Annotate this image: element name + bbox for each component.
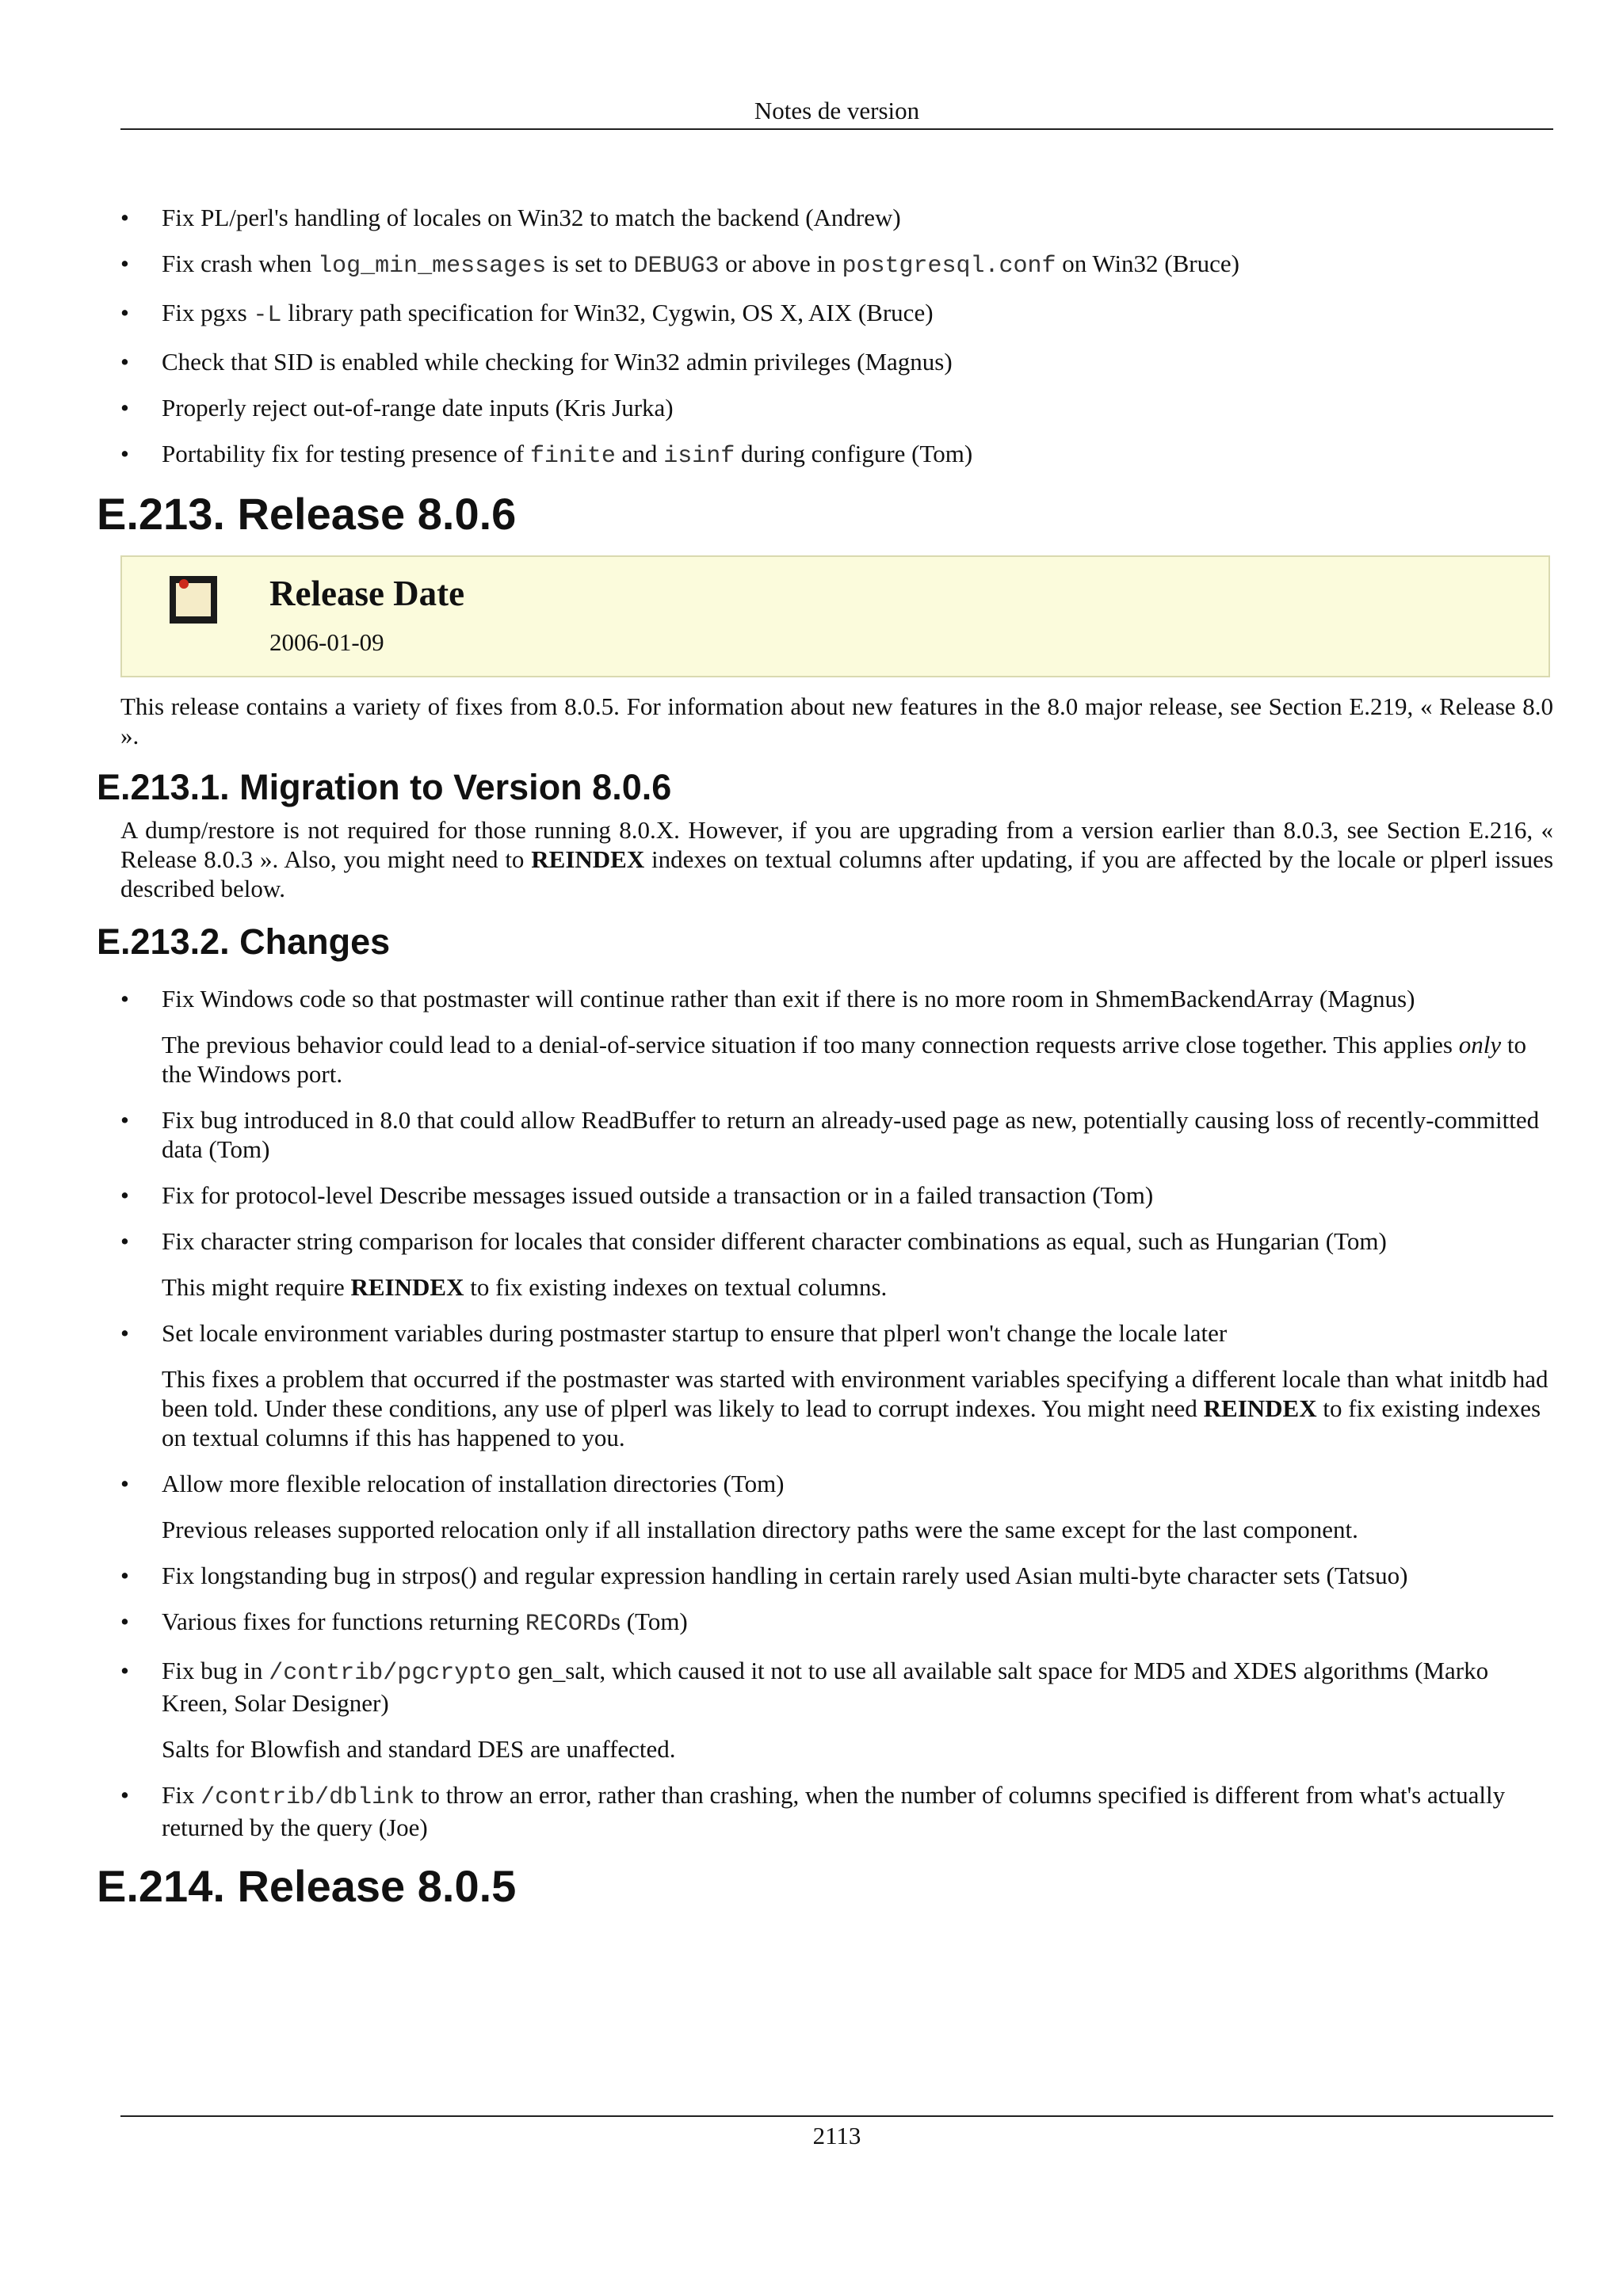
release-date: 2006-01-09 [269,628,384,656]
text-run: Fix bug in [162,1657,269,1684]
note-pin-shape [179,579,189,589]
page-number: 2113 [812,2122,861,2149]
text-run: Fix PL/perl's handling of locales on Win32 to match the backend (Andrew) [162,204,901,231]
change-item [120,1318,1553,1452]
change-item [120,1561,1553,1590]
change-item [120,1226,1553,1302]
inline-code: -L [253,302,282,329]
list-item [120,203,1553,232]
text-run: Fix for protocol-level Describe messages issued outside a transaction or in a failed transaction (Tom) [162,1181,1154,1209]
bold-keyword: REINDEX [350,1273,464,1301]
list-item [120,347,1553,376]
text-run: Fix Windows code so that postmaster will continue rather than exit if there is no more room in ShmemBackendArray (Magnus) [162,985,1415,1013]
text-run: Set locale environment variables during postmaster startup to ensure that plperl won't change the locale later [162,1319,1228,1347]
text-run: to the Windows port. [162,1031,1526,1088]
text-run: during configure (Tom) [735,440,973,467]
inline-code: /contrib/dblink [200,1784,415,1811]
text-run: Check that SID is enabled while checking for Win32 admin privileges (Magnus) [162,348,953,376]
text-run: Fix bug introduced in 8.0 that could allow ReadBuffer to return an already-used page as new, potentially causing loss of recently-committed data (Tom) [162,1106,1540,1163]
change-note [162,1364,1553,1452]
intro-bullet-list [120,203,1553,471]
note-icon [170,576,217,624]
text-run: Fix character string comparison for locales that consider different character combinations as equal, such as Hungarian (Tom) [162,1227,1387,1255]
change-item [120,1656,1553,1764]
inline-code: isinf [663,443,735,470]
text-run: This might require [162,1273,351,1301]
text-run: This fixes a problem that occurred if the postmaster was started with environment variables specifying a different locale than what initdb had been told. Under these conditions, any use of plperl was likely to lead to corrupt indexes. You might need [162,1365,1549,1422]
inline-code: log_min_messages [318,253,547,280]
migration-paragraph [120,815,1553,903]
changes-bullet-list [120,984,1553,1842]
text-run: The previous behavior could lead to a denial-of-service situation if too many connection requests arrive close together. This applies [162,1031,1459,1058]
inline-code: finite [529,443,616,470]
change-item [120,984,1553,1089]
text-run: Portability fix for testing presence of [162,440,530,467]
text-run: to throw an error, rather than crashing, when the number of columns specified is different from what's actually returned by the query (Joe) [162,1781,1506,1841]
change-note [162,1272,1553,1302]
text-run: on Win32 (Bruce) [1056,250,1239,277]
change-text [162,1105,1553,1164]
note-title: Release Date [269,574,465,613]
text-run: indexes on textual columns after updating, if you are affected by the locale or plperl issues described below. [120,845,1554,902]
change-note [162,1030,1553,1089]
text-run: Properly reject out-of-range date inputs (Kris Jurka) [162,394,674,421]
change-text [162,1469,1553,1498]
inline-code: postgresql.conf [842,253,1056,280]
change-item [120,1780,1553,1842]
text-run: and [615,440,664,467]
change-text [162,1180,1553,1210]
change-note [162,1515,1553,1544]
text-run: to fix existing indexes on textual columns if this has happened to you. [162,1394,1541,1451]
text-run: A dump/restore is not required for those running 8.0.X. However, if you are upgrading from a version earlier than 8.0.3, see Section E.216, « Release 8.0.3 ». Also, you might need to [120,816,1553,873]
change-text [162,1318,1553,1348]
text-run: library path specification for Win32, Cygwin, OS X, AIX (Bruce) [281,299,934,326]
subsection-heading-migration: E.213.1. Migration to Version 8.0.6 [97,767,672,807]
text-run: Fix longstanding bug in strpos() and regular expression handling in certain rarely used Asian multi-byte character sets (Tatsuo) [162,1562,1408,1589]
emphasis-text: only [1458,1031,1502,1058]
list-item [120,439,1553,471]
text-run: Fix crash when [162,250,319,277]
text-run: Allow more flexible relocation of installation directories (Tom) [162,1470,785,1497]
text-run: to fix existing indexes on textual columns. [464,1273,888,1301]
change-item [120,1469,1553,1544]
subsection-heading-changes: E.213.2. Changes [97,921,391,962]
bold-keyword: REINDEX [531,845,645,873]
inline-code: /contrib/pgcrypto [269,1660,512,1687]
change-text [162,1656,1553,1718]
text-run: Salts for Blowfish and standard DES are unaffected. [162,1735,676,1763]
change-text [162,1607,1553,1639]
bold-keyword: REINDEX [1203,1394,1317,1422]
section-heading-release-805: E.214. Release 8.0.5 [97,1861,517,1911]
change-text [162,1226,1553,1256]
change-item [120,1105,1553,1164]
section-heading-release-806: E.213. Release 8.0.6 [97,489,517,539]
page-content [97,203,1554,1912]
list-item [120,393,1553,422]
text-run: Various fixes for functions returning [162,1608,525,1635]
release-date-note [120,555,1550,677]
inline-code: DEBUG3 [633,253,720,280]
change-text [162,1780,1553,1842]
inline-code: RECORD [525,1611,611,1638]
text-run: or above in [719,250,842,277]
text-run: Previous releases supported relocation only if all installation directory paths were the same except for the last component. [162,1516,1358,1543]
text-run: is set to [546,250,634,277]
change-item [120,1607,1553,1639]
change-text [162,984,1553,1013]
text-run: s (Tom) [610,1608,688,1635]
change-note [162,1734,1553,1764]
text-run: gen_salt, which caused it not to use all available salt space for MD5 and XDES algorithms (Marko Kreen, Solar Designer) [162,1657,1489,1717]
change-text [162,1561,1553,1590]
running-header: Notes de version [754,97,920,124]
list-item [120,298,1553,330]
change-item [120,1180,1553,1210]
text-run: Fix [162,1781,201,1809]
release-intro-paragraph: This release contains a variety of fixes from 8.0.5. For information about new features in the 8.0 major release, see Section E.219, « Release 8.0 ». [120,692,1553,749]
header-rule [120,128,1553,130]
text-run: Fix pgxs [162,299,254,326]
list-item [120,249,1553,281]
